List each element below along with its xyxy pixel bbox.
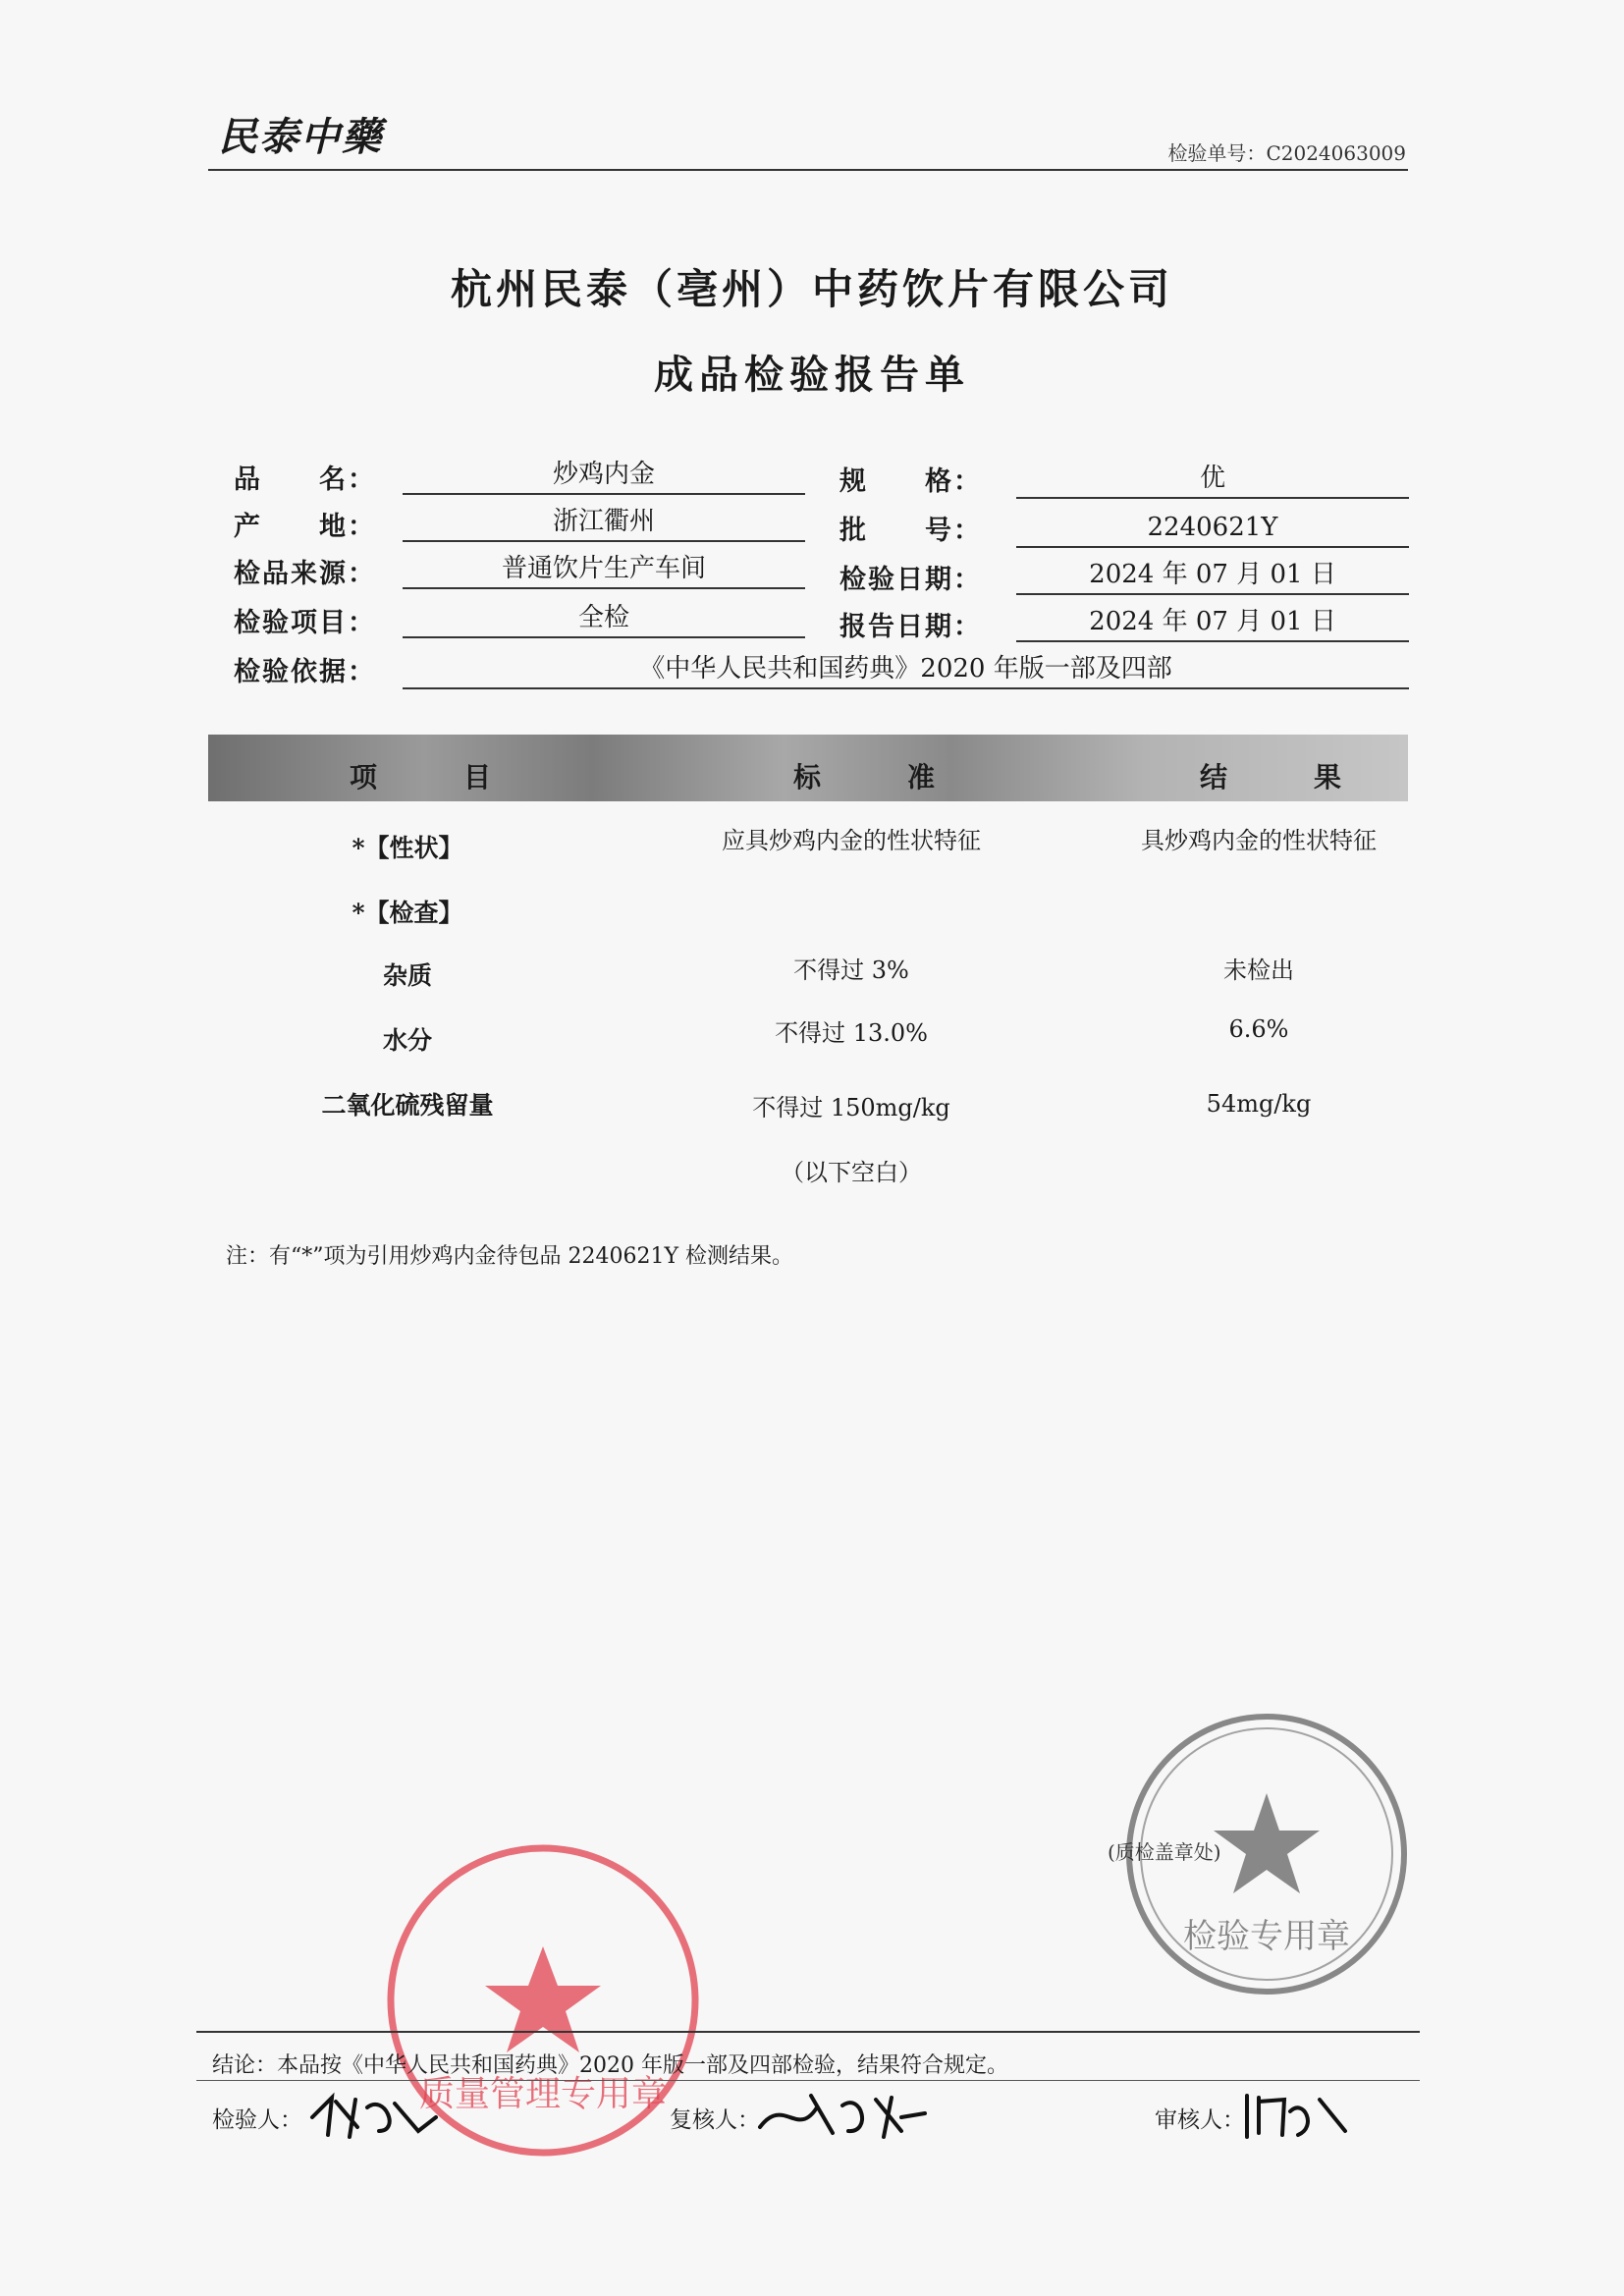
conclusion: 结论：本品按《中华人民共和国药典》2020 年版一部及四部检验，结果符合规定。 — [212, 2053, 1008, 2078]
test-date-value: 2024 年 07 月 01 日 — [1016, 556, 1409, 595]
report-date-label: 报告日期： — [839, 612, 982, 642]
inspector-label: 检验人： — [212, 2107, 302, 2133]
row-item: *【检查】 — [352, 899, 463, 927]
batch-value: 2240621Y — [1016, 509, 1409, 548]
row-result: 具炒鸡内金的性状特征 — [1141, 827, 1377, 854]
report-number-label: 检验单号： — [1167, 141, 1267, 165]
company-name: 杭州民泰（亳州）中药饮片有限公司 — [450, 265, 1173, 313]
row-standard: 不得过 150mg/kg — [752, 1094, 950, 1121]
svg-text:检验专用章: 检验专用章 — [1183, 1917, 1350, 1956]
column-header-item: 项 目 — [350, 761, 521, 793]
column-header-result: 结 果 — [1200, 761, 1372, 793]
report-number-value: C2024063009 — [1266, 141, 1406, 165]
footnote: 注：有“*”项为引用炒鸡内金待包品 2240621Y 检测结果。 — [226, 1244, 793, 1269]
spec-value: 优 — [1016, 460, 1409, 499]
origin-value: 浙江衢州 — [403, 503, 805, 542]
row-item: 水分 — [382, 1026, 432, 1055]
approver-label: 审核人： — [1155, 2107, 1245, 2133]
footer-divider-top — [196, 2031, 1420, 2033]
row-result: 未检出 — [1223, 957, 1294, 984]
column-header-standard: 标 准 — [793, 761, 965, 793]
origin-label: 产 地： — [234, 512, 376, 542]
items-value: 全检 — [403, 599, 805, 638]
basis-value: 《中华人民共和国药典》2020 年版一部及四部 — [403, 650, 1409, 689]
inspector-signature — [306, 2088, 444, 2143]
row-item: 二氧化硫残留量 — [321, 1091, 494, 1120]
header-divider — [208, 169, 1408, 171]
blank-note: （以下空白） — [781, 1159, 922, 1186]
row-item: 杂质 — [382, 961, 432, 990]
batch-label: 批 号： — [839, 516, 982, 546]
svg-text:质量管理专用章: 质量管理专用章 — [418, 2074, 668, 2114]
source-label: 检品来源： — [234, 559, 376, 589]
row-standard: 不得过 3% — [793, 957, 909, 984]
row-item: *【性状】 — [352, 834, 463, 862]
reviewer-label: 复核人： — [670, 2107, 760, 2133]
report-title: 成品检验报告单 — [654, 352, 970, 398]
reviewer-signature — [754, 2088, 931, 2143]
source-value: 普通饮片生产车间 — [403, 550, 805, 589]
row-result: 54mg/kg — [1206, 1090, 1312, 1118]
report-number — [1167, 137, 1406, 166]
footer-divider-bottom — [196, 2080, 1420, 2081]
seal-caption: (质检盖章处) — [1108, 1840, 1221, 1864]
items-label: 检验项目： — [234, 608, 376, 638]
name-value: 炒鸡内金 — [403, 456, 805, 495]
test-date-label: 检验日期： — [839, 565, 982, 595]
name-label: 品 名： — [234, 465, 376, 495]
report-date-value: 2024 年 07 月 01 日 — [1016, 603, 1409, 642]
row-result: 6.6% — [1228, 1015, 1289, 1043]
spec-label: 规 格： — [839, 466, 982, 497]
row-standard: 应具炒鸡内金的性状特征 — [722, 827, 981, 854]
row-standard: 不得过 13.0% — [775, 1019, 928, 1047]
company-logo: 民泰中藥 — [218, 114, 383, 160]
approver-signature — [1239, 2088, 1357, 2143]
basis-label: 检验依据： — [234, 657, 376, 687]
